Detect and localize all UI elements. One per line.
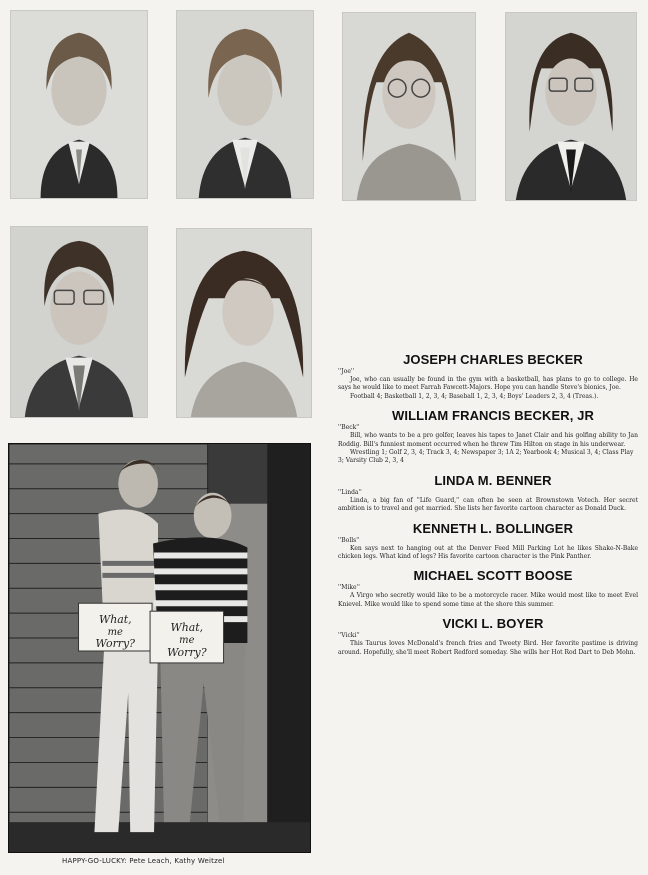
bio-name: MICHAEL SCOTT BOOSE bbox=[413, 568, 573, 584]
bio-name: WILLIAM FRANCIS BECKER, JR bbox=[392, 408, 594, 424]
svg-text:Worry?: Worry? bbox=[95, 636, 136, 651]
senior-bios bbox=[338, 352, 638, 664]
portrait-photo-1 bbox=[10, 10, 148, 199]
bio-nickname: ''Vicki'' bbox=[338, 632, 360, 640]
bio-entry bbox=[338, 568, 638, 609]
bio-entry bbox=[338, 352, 638, 401]
bio-entry bbox=[338, 521, 638, 562]
svg-text:me: me bbox=[179, 635, 195, 647]
bio-nickname: ''Linda'' bbox=[338, 488, 362, 496]
bio-text: A Virgo who secretly would like to be a motorcycle racer. Mike would most like to meet Evel Knievel. Mike would like to spend some time at the shore this summer. bbox=[338, 592, 638, 608]
bio-entry bbox=[338, 473, 638, 514]
portrait-photo-6 bbox=[176, 228, 312, 418]
bio-name: KENNETH L. BOLLINGER bbox=[412, 520, 574, 536]
bio-activities: Wrestling 1; Golf 2, 3, 4; Track 3, 4; Newspaper 3; 1A 2; Yearbook 4; Musical 3, 4; Class Play 3; Varsity Club 2, 3, 4 bbox=[338, 449, 634, 465]
bio-name: LINDA M. BENNER bbox=[434, 472, 552, 488]
bio-text: This Taurus loves McDonald's french fries and Tweety Bird. Her favorite pastime is driving around. Hopefully, she'll meet Robert Redford someday. She wills her Hot Rod Dart to Deb Mohn. bbox=[338, 640, 638, 656]
bio-nickname: ''Bolls'' bbox=[338, 536, 360, 544]
portrait-photo-2 bbox=[176, 10, 314, 199]
portrait-photo-3 bbox=[342, 12, 476, 201]
bio-name: VICKI L. BOYER bbox=[442, 616, 544, 632]
candid-caption: HAPPY-GO-LUCKY: Pete Leach, Kathy Weitzel bbox=[62, 857, 225, 865]
candid-photo bbox=[8, 443, 311, 853]
bio-nickname: ''Joe'' bbox=[338, 368, 355, 375]
sign-left-text: What, bbox=[98, 613, 132, 627]
bio-activities: Football 4; Basketball 1, 2, 3, 4; Baseball 1, 2, 3, 4; Boys' Leaders 2, 3, 4 (Treas.). bbox=[350, 392, 599, 400]
bio-text: Joe, who can usually be found in the gym with a basketball, has plans to go to college. He says he would like to meet Farrah Fawcett-Majors. Hope you can handle Steve's bionics, Joe. bbox=[338, 376, 638, 392]
portrait-photo-4 bbox=[505, 12, 637, 201]
bio-nickname: ''Mike'' bbox=[338, 584, 360, 592]
svg-text:Worry?: Worry? bbox=[167, 645, 207, 659]
bio-name: JOSEPH CHARLES BECKER bbox=[403, 352, 583, 367]
sign-right-text: What, bbox=[170, 621, 204, 635]
bio-entry bbox=[338, 408, 638, 466]
bio-text: Bill, who wants to be a pro golfer, leaves his tapes to Janet Clair and his golfing ability to Jan Roddig. Bill's funniest moment occurred when he threw Tim Hilton on stage in his underwear. bbox=[338, 432, 638, 448]
svg-text:me: me bbox=[107, 627, 123, 639]
portrait-photo-5 bbox=[10, 226, 148, 418]
bio-text: Linda, a big fan of ''Life Guard,'' can often be seen at Brownstown Votech. Her secret ambition is to travel and get married. She lists her favorite cartoon character as Donald Duck. bbox=[338, 496, 638, 513]
bio-text: Ken says next to hanging out at the Denver Feed Mill Parking Lot he likes Shake-N-Bake chicken legs. What kind of legs? His favorite cartoon character is the Pink Panther. bbox=[338, 544, 638, 561]
bio-nickname: ''Beck'' bbox=[338, 424, 360, 432]
bio-entry bbox=[338, 616, 638, 657]
